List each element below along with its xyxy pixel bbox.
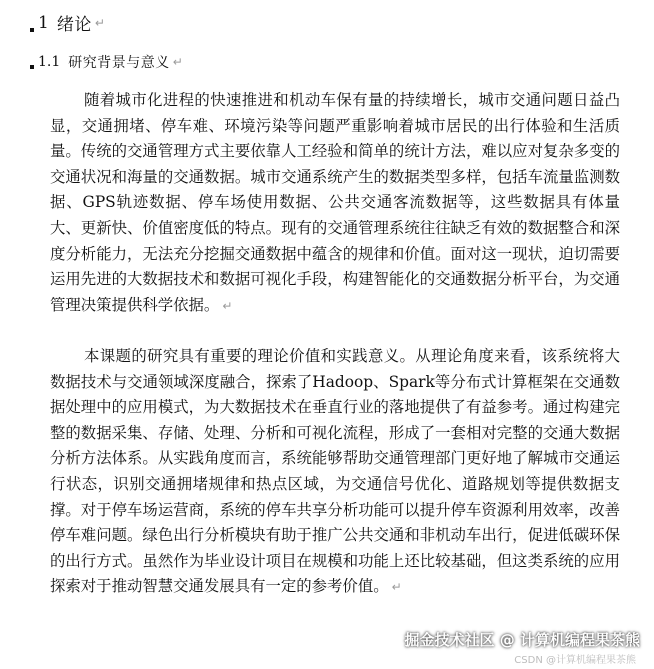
paragraph-mark-icon: ↵ [391, 580, 402, 595]
heading-bullet-icon [30, 28, 34, 32]
section-heading [30, 52, 183, 72]
paragraph-mark-icon: ↵ [222, 298, 233, 313]
watermark-sub: CSDN @计算机编程果茶熊 [514, 655, 636, 666]
chapter-heading [30, 10, 105, 35]
body-paragraph-1 [50, 88, 620, 319]
chapter-number: 1 [38, 12, 49, 33]
heading-bullet-icon [30, 65, 34, 69]
paragraph-mark-icon: ↵ [94, 15, 105, 30]
watermark-main: 掘金技术社区 @ 计算机编程果茶熊 [404, 631, 640, 649]
paragraph-mark-icon: ↵ [172, 55, 183, 69]
body-paragraph-2 [50, 344, 620, 601]
section-number: 1.1 [38, 54, 61, 70]
paragraph-text: 随着城市化进程的快速推进和机动车保有量的持续增长，城市交通问题日益凸显，交通拥堵、停车难、环境污染等问题严重影响着城市居民的出行体验和生活质量。传统的交通管理方式主要依靠人工经验和简单的统计方法，难以应对复杂多变的交通状况和海量的交通数据。城市交通系统产生的数据类型多样，包括车流量监测数据、GPS轨迹数据、停车场使用数据、公共交通客流数据等，这些数据具有体量大、更新快、价值密度低的特点。现有的交通管理系统往往缺乏有效的数据整合和深度分析能力，无法充分挖掘交通数据中蕴含的规律和价值。面对这一现状，迫切需要运用先进的大数据技术和数据可视化手段，构建智能化的交通数据分析平台，为交通管理决策提供科学依据。 [50, 91, 620, 314]
paragraph-text: 本课题的研究具有重要的理论价值和实践意义。从理论角度来看，该系统将大数据技术与交通领域深度融合，探索了Hadoop、Spark等分布式计算框架在交通数据处理中的应用模式，为大数据技术在垂直行业的落地提供了有益参考。通过构建完整的数据采集、存储、处理、分析和可视化流程，形成了一套相对完整的交通大数据分析方法体系。从实践角度而言，系统能够帮助交通管理部门更好地了解城市交通运行状态，识别交通拥堵规律和热点区域，为交通信号优化、道路规划等提供数据支撑。对于停车场运营商，系统的停车共享分析功能可以提升停车资源利用效率，改善停车难问题。绿色出行分析模块有助于推广公共交通和非机动车出行，促进低碳环保的出行方式。虽然作为毕业设计项目在规模和功能上还比较基础，但这类系统的应用探索对于推动智慧交通发展具有一定的参考价值。 [50, 347, 620, 596]
section-title: 研究背景与意义 [68, 55, 170, 71]
chapter-title: 绪论 [56, 15, 92, 35]
